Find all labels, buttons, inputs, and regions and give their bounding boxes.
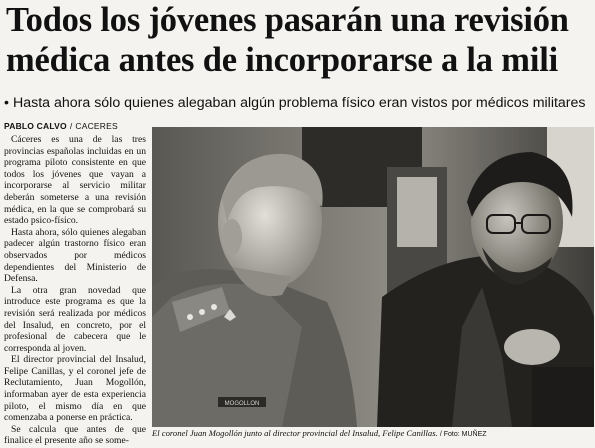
paragraph: El director provincial del Insalud, Felipe Canillas, y el coronel jefe de Reclutamiento, Juan Mogollón, informaban ayer de esta experiencia piloto, el mismo día en que comenzaba a ponerse en práctica. [4, 354, 146, 424]
byline [4, 121, 118, 131]
bullet: • [4, 95, 9, 111]
article-body [4, 134, 146, 448]
subheadline-text: Hasta ahora sólo quienes alegaban algún problema físico eran vistos por médicos militares [12, 95, 586, 111]
byline-location: CACERES [75, 121, 118, 131]
paragraph: Cáceres es una de las tres provincias españolas incluidas en un programa piloto consistente en que todos los jóvenes que vayan a incorporarse al servicio militar deberán someterse a una revisión médica, en la que se comprobará su estado psico-físico. [4, 134, 146, 227]
caption-text: El coronel Juan Mogollón junto al director provincial del Insalud, Felipe Canillas. [152, 428, 438, 438]
byline-author: PABLO CALVO [4, 121, 67, 131]
paragraph: Hasta ahora, sólo quienes alegaban padecer algún trastorno físico eran observados por médicos dependientes del Ministerio de Defensa. [4, 226, 146, 285]
headline: Todos los jóvenes pasarán una revisión médica antes de incorporarse a la mili [6, 1, 569, 79]
name-tag: MOGOLLON [224, 401, 260, 407]
byline-separator: / [69, 121, 73, 131]
paragraph: La otra gran novedad que introduce este programa es que la revisión será realizada por médicos del Insalud, en concreto, por el profesional de cabecera que le corresponda al joven. [4, 284, 146, 354]
paragraph: Se calcula que antes de que finalice el presente año se some- [4, 423, 146, 447]
photo-caption [152, 428, 594, 440]
subheadline [4, 94, 594, 112]
photo-illustration [152, 127, 594, 427]
news-photo [152, 127, 594, 427]
photo-credit: / Foto: MUÑEZ [439, 431, 487, 438]
